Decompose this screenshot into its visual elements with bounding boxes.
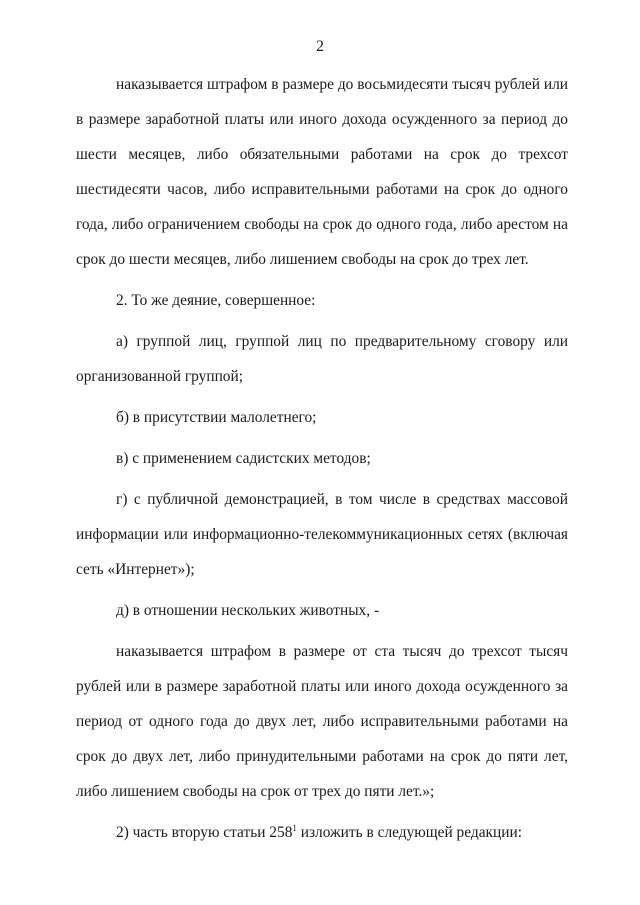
paragraph-clause-2: 2. То же деяние, совершенное: (116, 292, 316, 309)
paragraph-amendment (76, 815, 568, 850)
paragraph-item-b: б) в присутствии малолетнего; (116, 409, 317, 426)
paragraph-item-g: г) с публичной демонстрацией, в том числе в средствах массовой информации или информационно-телекоммуникационных сетях (включая сеть «Интернет»); (76, 491, 568, 578)
paragraph-penalty-1: наказывается штрафом в размере до восьмидесяти тысяч рублей или в размере заработной платы или иного дохода осужденного за период до шести месяцев, либо обязательными работами на срок до трехсот шестидесяти часов, либо исправительными работами на срок до одного года, либо ограничением свободы на срок до одного года, либо арестом на срок до шести месяцев, либо лишением свободы на срок до трех лет. (76, 76, 568, 268)
article-superscript: 1 (292, 823, 297, 833)
amendment-text-start: 2) часть вторую статьи 258 (116, 824, 293, 841)
paragraph-penalty-2: наказывается штрафом в размере от ста тысяч до трехсот тысяч рублей или в размере заработной платы или иного дохода осужденного за период от одного года до двух лет, либо исправительными работами на срок до двух лет, либо принудительными работами на срок до пяти лет, либо лишением свободы на срок от трех до пяти лет.»; (76, 643, 568, 800)
paragraph-item-a: а) группой лиц, группой лиц по предварительному сговору или организованной группой; (76, 333, 568, 385)
paragraph-item-v: в) с применением садистских методов; (116, 450, 371, 467)
paragraph-item-d: д) в отношении нескольких животных, - (116, 602, 380, 619)
document-body (76, 67, 568, 850)
amendment-text-end: изложить в следующей редакции: (296, 824, 523, 841)
page-number: 2 (316, 38, 324, 55)
